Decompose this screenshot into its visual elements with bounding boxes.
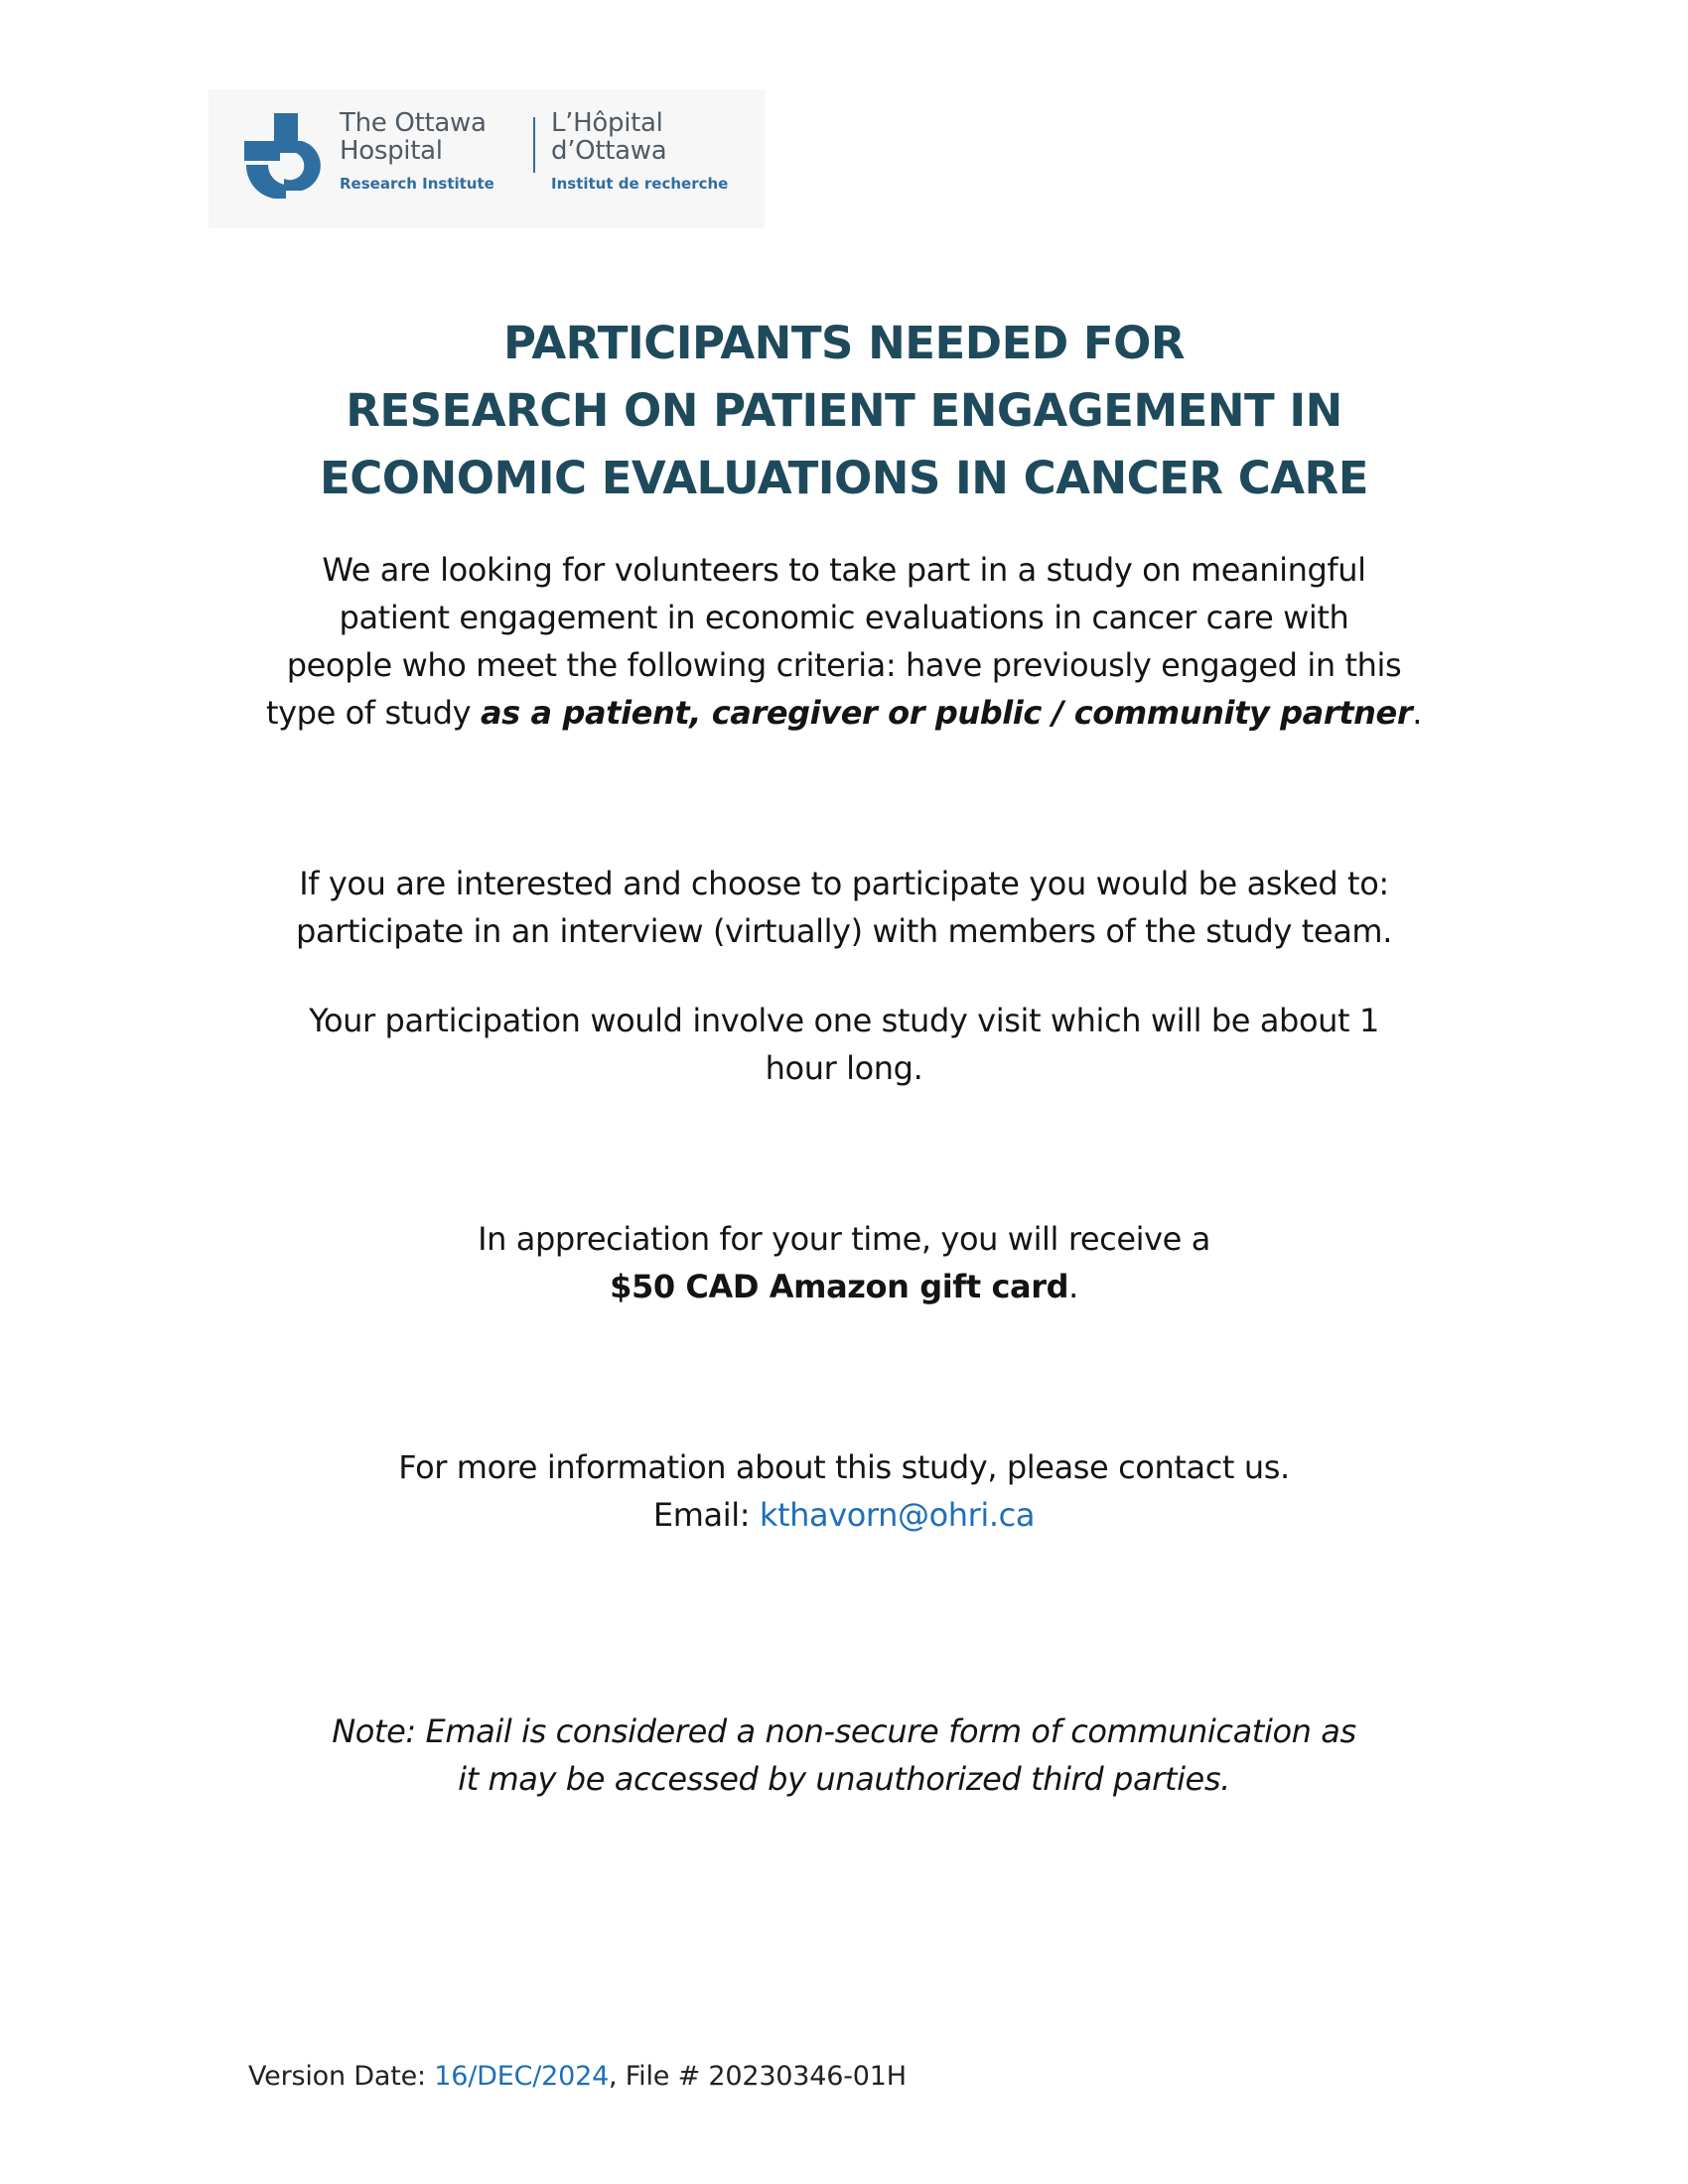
logo-en-line2: Hospital [340, 136, 443, 166]
intro-line-2: patient engagement in economic evaluations in cancer care with [339, 599, 1349, 636]
version-label: Version Date: [248, 2061, 435, 2092]
hospital-cross-logo-icon [244, 113, 328, 199]
logo-fr-sub: Institut de recherche [551, 175, 729, 193]
version-date: 16/DEC/2024 [434, 2061, 610, 2092]
logo-english [340, 109, 494, 193]
email-link[interactable]: kthavorn@ohri.ca [759, 1496, 1036, 1534]
security-note [149, 1707, 1539, 1803]
contact-line-2 [149, 1491, 1539, 1539]
note-line-1: Note: Email is considered a non-secure form of communication as [332, 1712, 1356, 1750]
page-title [149, 310, 1539, 512]
title-line-2: RESEARCH ON PATIENT ENGAGEMENT IN [346, 384, 1342, 437]
intro-line-4-prefix: type of study [265, 694, 481, 732]
logo-fr-line1: L’Hôpital [551, 108, 663, 138]
compensation-paragraph [149, 1215, 1539, 1310]
logo-en-sub: Research Institute [340, 175, 494, 193]
intro-line-3: people who meet the following criteria: have previously engaged in this [286, 646, 1402, 684]
logo-fr-line2: d’Ottawa [551, 136, 667, 166]
intro-line-4-suffix: . [1412, 694, 1423, 732]
email-label: Email: [652, 1496, 760, 1534]
note-line-2: it may be accessed by unauthorized third parties. [458, 1760, 1230, 1798]
intro-paragraph [149, 546, 1539, 737]
hospital-logo [209, 89, 765, 228]
visit-line-1: Your participation would involve one study visit which will be about 1 [309, 1002, 1379, 1039]
file-number: , File # 20230346-01H [609, 2061, 907, 2092]
title-line-3: ECONOMIC EVALUATIONS IN CANCER CARE [320, 452, 1368, 504]
intro-line-1: We are looking for volunteers to take part in a study on meaningful [322, 551, 1366, 589]
criteria-emphasis: as a patient, caregiver or public / community partner [480, 694, 1413, 732]
visit-paragraph [149, 997, 1539, 1092]
logo-en-line1: The Ottawa [340, 108, 487, 138]
intro-line-4 [149, 689, 1539, 737]
compensation-line-1: In appreciation for your time, you will receive a [478, 1220, 1210, 1258]
contact-paragraph [149, 1443, 1539, 1539]
compensation-suffix: . [1068, 1268, 1078, 1305]
ask-line-1: If you are interested and choose to participate you would be asked to: [299, 865, 1389, 902]
gift-card-amount: $50 CAD Amazon gift card [610, 1268, 1069, 1305]
version-footer [248, 2059, 907, 2095]
logo-french [551, 109, 728, 193]
contact-line-1: For more information about this study, please contact us. [398, 1448, 1290, 1486]
ask-line-2: participate in an interview (virtually) with members of the study team. [296, 912, 1392, 950]
compensation-line-2 [149, 1263, 1539, 1310]
visit-line-2: hour long. [765, 1049, 923, 1087]
title-line-1: PARTICIPANTS NEEDED FOR [502, 317, 1186, 369]
participation-ask-paragraph [149, 860, 1539, 955]
logo-divider [533, 117, 535, 173]
